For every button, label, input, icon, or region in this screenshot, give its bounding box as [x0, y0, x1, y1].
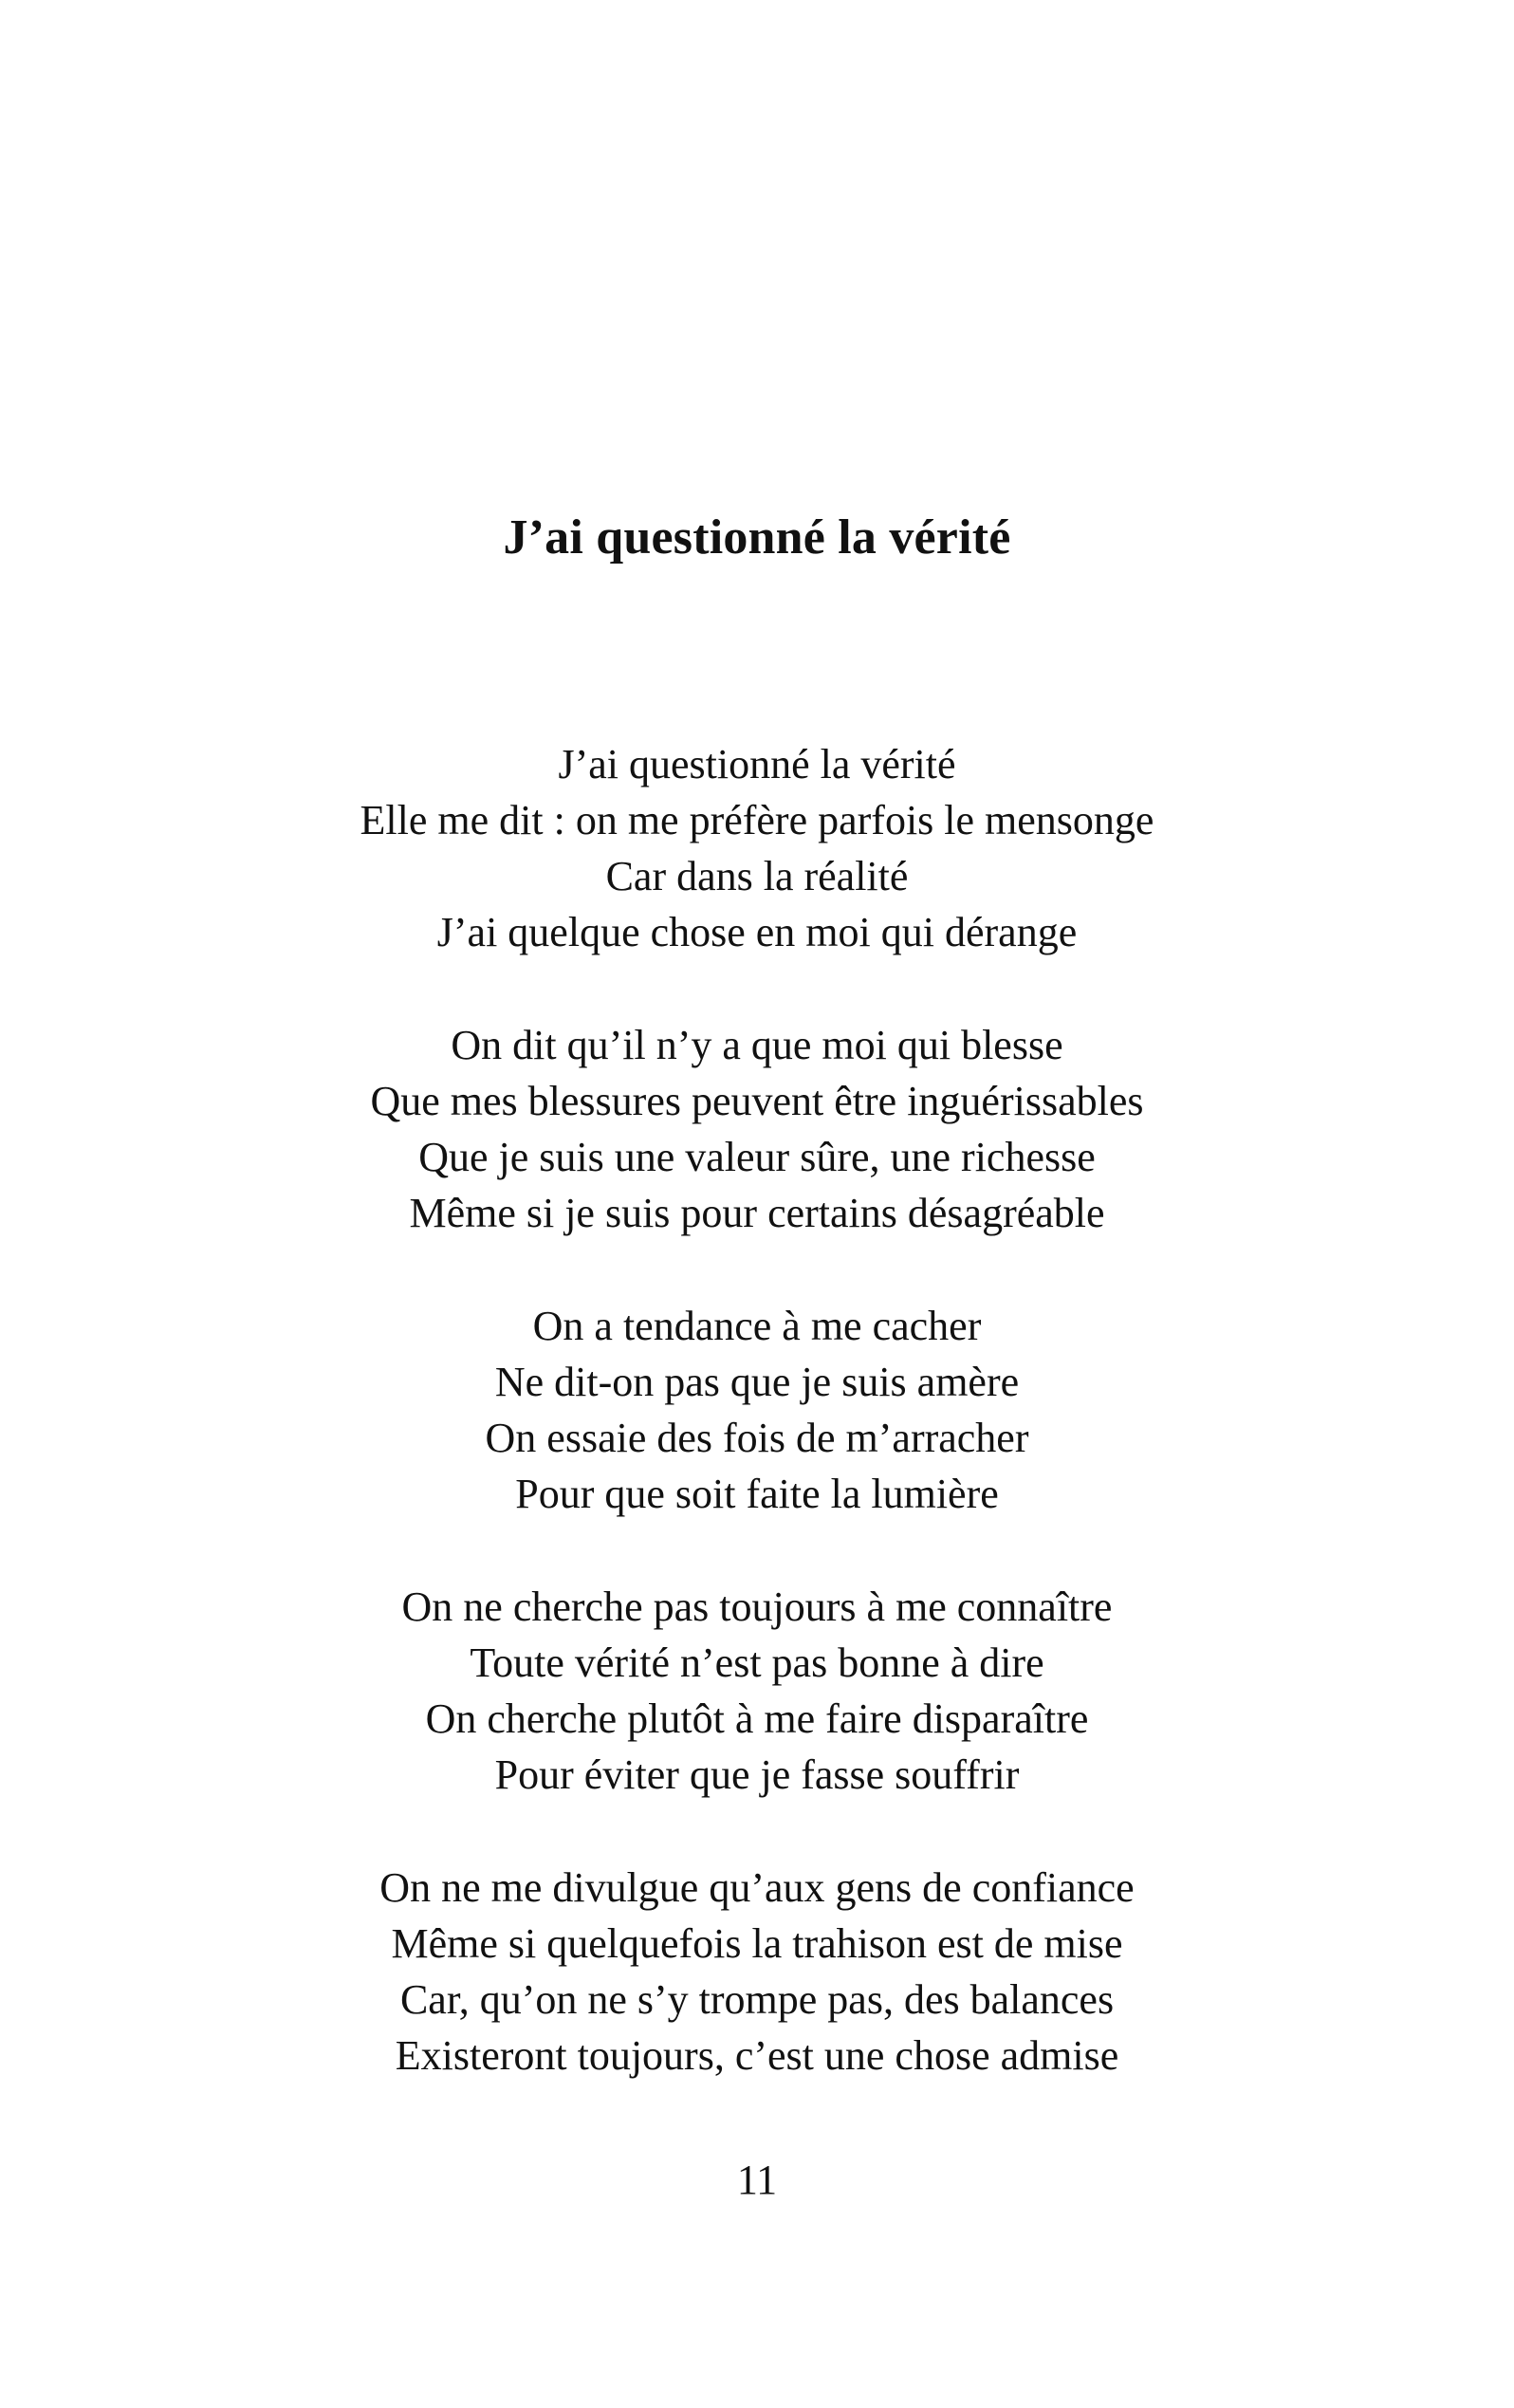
poem-title: J’ai questionné la vérité [503, 510, 1011, 565]
poem-line: On cherche plutôt à me faire disparaître [425, 1695, 1089, 1742]
poem-line: J’ai questionné la vérité [558, 741, 956, 787]
poem-line: Que je suis une valeur sûre, une richesse [418, 1134, 1096, 1180]
poem-line: On ne cherche pas toujours à me connaître [401, 1584, 1113, 1630]
poem-line: Que mes blessures peuvent être inguérissables [370, 1078, 1144, 1124]
poem-line: On essaie des fois de m’arracher [485, 1415, 1029, 1461]
poem-line: Même si quelquefois la trahison est de mise [391, 1920, 1123, 1967]
poem-line: Toute vérité n’est pas bonne à dire [470, 1639, 1044, 1686]
poem-line: Pour éviter que je fasse souffrir [494, 1751, 1020, 1798]
poem-line: Car dans la réalité [605, 853, 909, 899]
poem-line: J’ai quelque chose en moi qui dérange [436, 909, 1078, 955]
poem-line: Pour que soit faite la lumière [515, 1471, 999, 1517]
poem-line: On ne me divulgue qu’aux gens de confiance [379, 1864, 1135, 1911]
poem-line: On dit qu’il n’y a que moi qui blesse [451, 1022, 1063, 1068]
stanza-5 [0, 1860, 1514, 2084]
page-number: 11 [736, 2157, 778, 2203]
poem-body [0, 736, 1514, 2140]
poem-line: Existeront toujours, c’est une chose admise [395, 2032, 1119, 2079]
stanza-3 [0, 1298, 1514, 1522]
poem-line: Car, qu’on ne s’y trompe pas, des balances [399, 1976, 1115, 2023]
stanza-4 [0, 1579, 1514, 1803]
poem-line: Elle me dit : on me préfère parfois le mensonge [360, 797, 1154, 843]
poem-line: On a tendance à me cacher [532, 1303, 982, 1349]
poem-line: Même si je suis pour certains désagréable [409, 1190, 1105, 1236]
poem-line: Ne dit-on pas que je suis amère [494, 1359, 1020, 1405]
stanza-1 [0, 736, 1514, 960]
stanza-2 [0, 1017, 1514, 1241]
